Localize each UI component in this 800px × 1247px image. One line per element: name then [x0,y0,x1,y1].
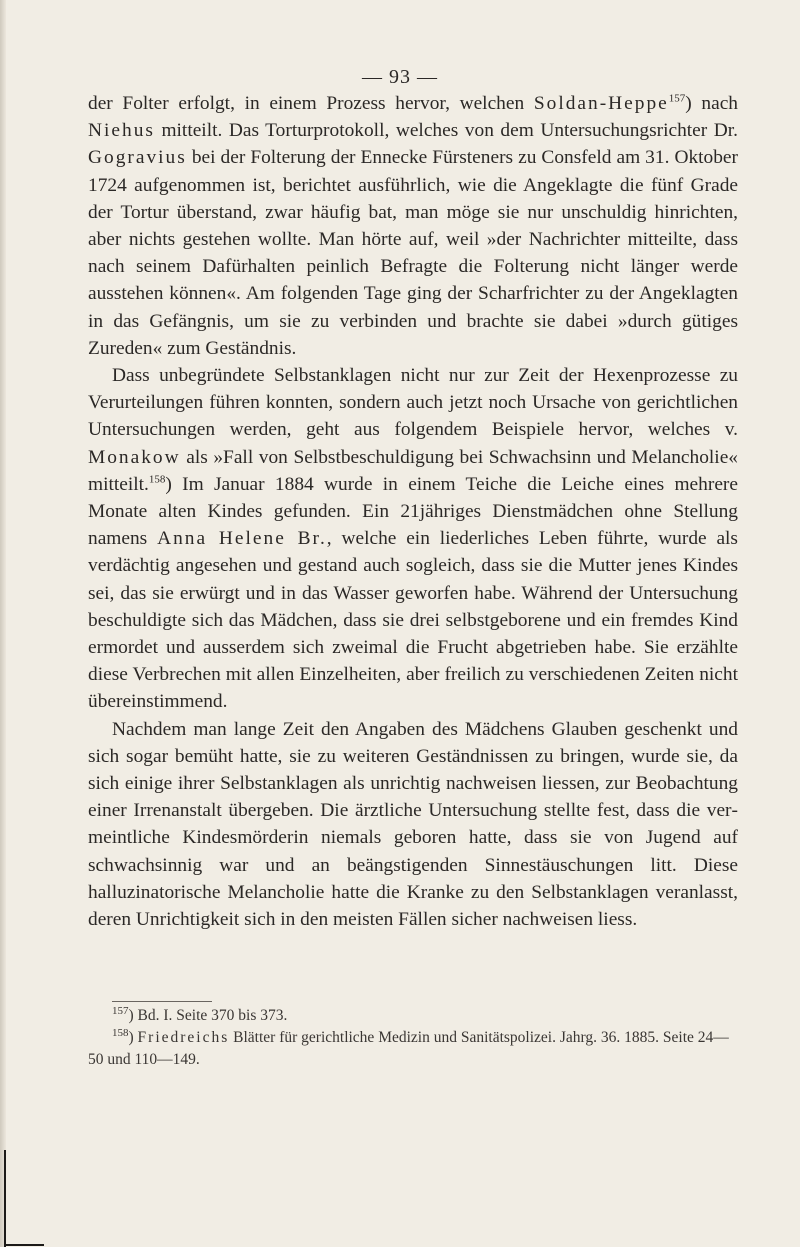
footnotes [88,1005,738,1071]
person-name-gogravius: Gogravius [88,147,187,169]
body-text [88,90,738,933]
paragraph-3-text: Nachdem man lange Zeit den Angaben des Mädchens Glauben geschenkt und sich sogar bemüht hatte, sie zu weiteren Geständnissen zu bringen, wurde sie, da sich einige ihrer Selbstanklagen als unrichtig nachweisen liessen, zur Beobachtung einer Irrenanstalt übergeben. Die ärztliche Untersuchung stellte fest, dass die vermeintliche Kindesmörderin niemals geboren hatte, dass sie von Jugend auf schwachsinnig war und an beängstigenden Sinnestäuschungen litt. Diese halluzinatorische Melancholie hatte die Kranke zu den Selbstanklagen veranlasst, deren Unrichtigkeit sich in den meisten Fällen sicher nachweisen liess. [88,718,738,931]
footnote-158-paren: ) [128,1029,138,1046]
person-name-anna-helene: Anna Helene Br. [157,528,327,550]
footnote-158-author: Friedreichs [137,1029,230,1046]
paragraph-1-text-a: der Folter erfolgt, in einem Prozess hervor, welchen [88,93,534,114]
paragraph-2-text-a: Dass unbegründete Selbstanklagen nicht nur zur Zeit der Hexenprozesse zu Verurteilungen führen konnten, sondern auch jetzt noch Ursache von gerichtlichen Untersuchungen werden, geht aus folgendem Beispiele hervor, welches v. [88,365,738,441]
footnote-157 [88,1005,738,1027]
footnote-157-text: ) Bd. I. Seite 370 bis 373. [128,1007,288,1024]
paragraph-2-text-c: ) Im Januar 1884 wurde in einem Teiche die Leiche eines mehrere Monate alten Kindes gefunden. Ein 21jähriges Dienstmädchen ohne Stellung namens [88,473,738,550]
footnote-marker-158: 158 [112,1026,129,1039]
footnote-divider [112,1001,212,1002]
footnote-158 [88,1027,738,1071]
paragraph-3 [88,716,738,934]
author-name-niehus: Niehus [88,120,155,142]
footnote-marker-157: 157 [112,1004,129,1017]
page-number: — 93 — [362,66,438,88]
paragraph-2-text-b: als »Fall von Selbstbeschuldigung bei Schwachsinn und Melancholie« mitteilt. [88,446,738,495]
page-left-edge-shadow [0,0,6,1247]
page-corner-mark-horizontal [4,1244,44,1246]
paragraph-2 [88,362,738,716]
paragraph-1-text-b: ) nach [685,93,738,114]
footnote-158-text: Blätter für gerichtliche Medizin und Sanitätspolizei. Jahrg. 36. 1885. Seite 24—50 und 110—149. [88,1029,729,1068]
page-corner-mark-vertical [4,1150,6,1247]
footnote-ref-157: 157 [668,92,686,105]
author-name-soldan-heppe: Soldan-Heppe [533,93,669,114]
author-name-monakow: Monakow [88,446,181,468]
paragraph-1 [88,90,738,362]
paragraph-1-text-d: bei der Folterung der Ennecke Fürsteners zu Consfeld am 31. Oktober 1724 aufgenommen ist, berichtet ausführlich, wie die Angeklagte die fünf Grade der Tortur überstand, zwar häufig bat, man möge sie nur unschuldig hinrichten, aber nichts gestehen wollte. Man hörte auf, weil »der Nachrichter mitteilte, dass nach seinem Dafürhalten peinlich Befragte die Folterung nicht länger werde ausstehen können«. Am folgenden Tage ging der Scharfrichter zu der Angeklagten in das Gefängnis, um sie zu verbinden und brachte sie dabei »durch gütiges Zureden« zum Geständnis. [88,147,738,359]
paragraph-1-text-c: mitteilt. Das Torturprotokoll, welches von dem Untersuchungsrichter Dr. [154,120,738,142]
paragraph-2-text-d: , welche ein liederliches Leben führte, wurde als verdächtig angesehen und gestand auch sogleich, dass sie die Mutter jenes Kindes sei, das sie erwürgt und in das Wasser geworfen habe. Während der Untersuchung beschuldigte sich das Mädchen, dass sie drei selbstgeborene und ein fremdes Kind ermordet und ausserdem sich zweimal die Frucht abgetrieben habe. Sie erzählte diese Verbrechen mit allen Einzelheiten, aber freilich zu verschiedenen Zeiten nicht übereinstimmend. [88,528,738,713]
footnote-ref-158: 158 [148,473,166,486]
